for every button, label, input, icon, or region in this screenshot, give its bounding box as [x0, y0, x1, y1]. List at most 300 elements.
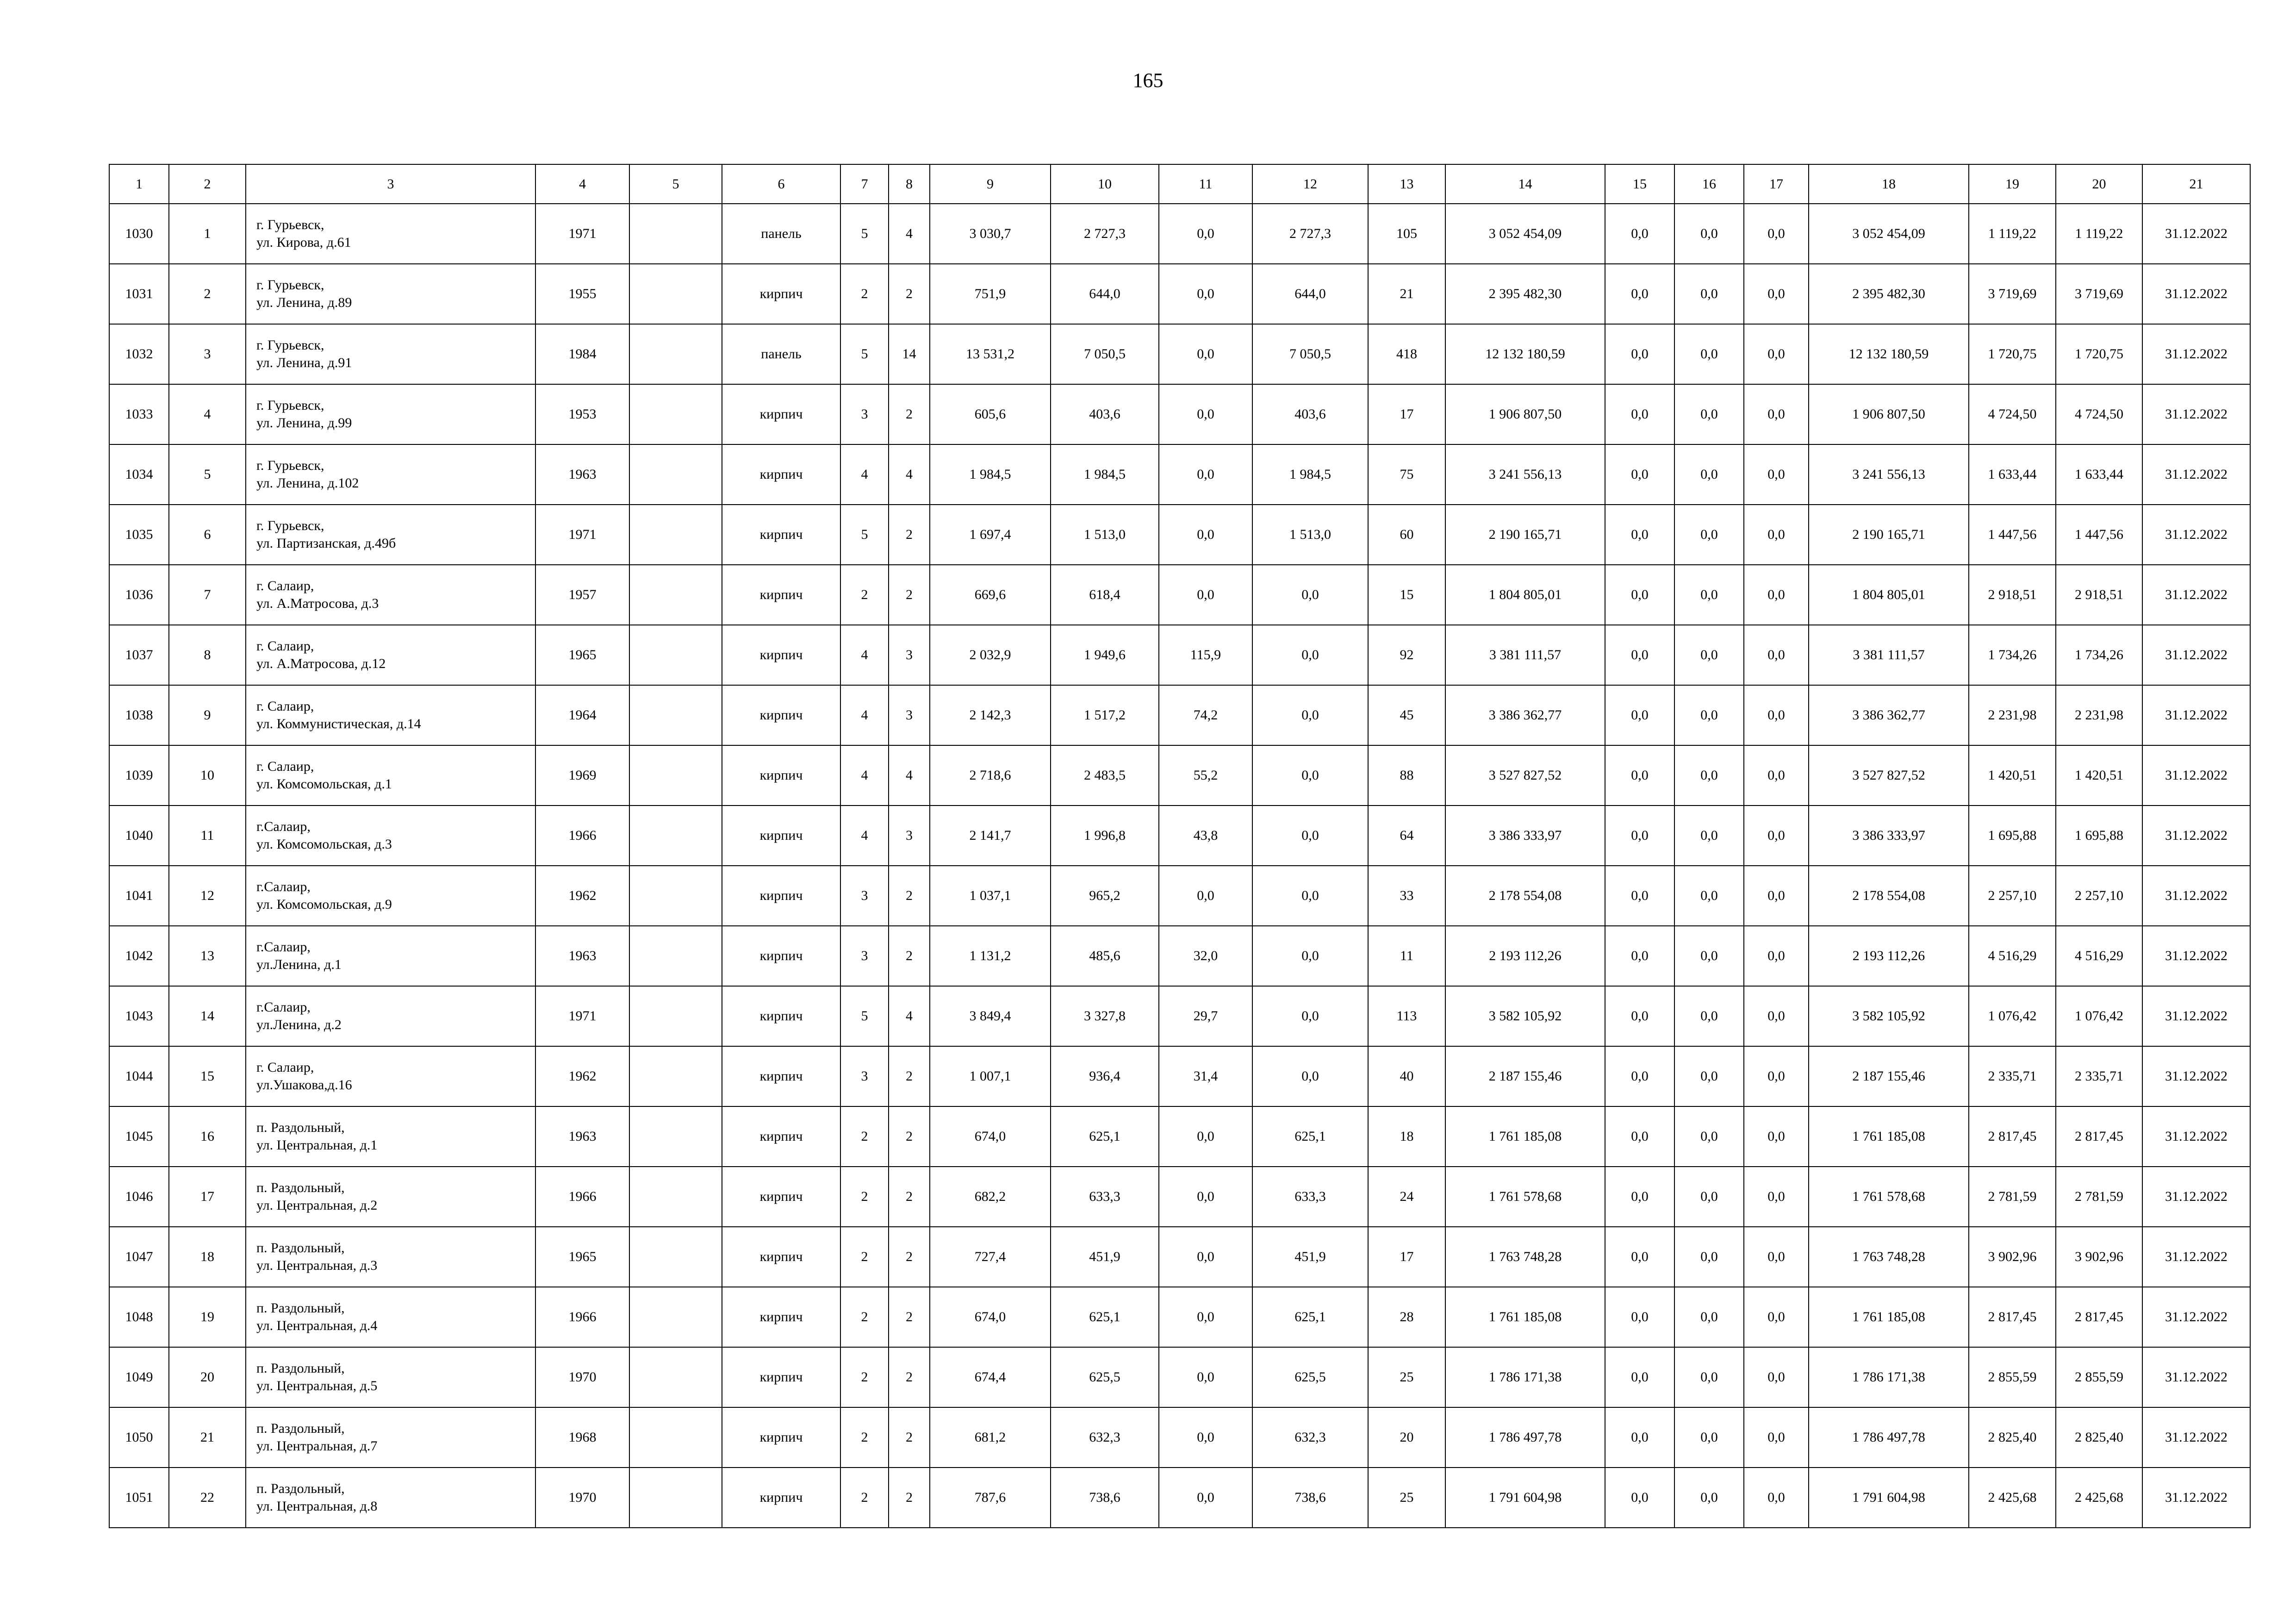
- address-street: ул. Центральная, д.8: [256, 1499, 378, 1514]
- cell-col-17: 0,0: [1744, 1407, 1809, 1468]
- address-street: ул. Центральная, д.7: [256, 1438, 378, 1454]
- cell-col-1: 1030: [109, 204, 169, 264]
- cell-col-21: 31.12.2022: [2142, 1407, 2250, 1468]
- cell-col-12: 632,3: [1252, 1407, 1368, 1468]
- cell-col-5: [629, 204, 722, 264]
- cell-col-20: 2 335,71: [2056, 1046, 2142, 1106]
- cell-col-1: 1037: [109, 625, 169, 685]
- cell-col-18: 3 381 111,57: [1809, 625, 1969, 685]
- cell-col-14: 2 193 112,26: [1445, 926, 1605, 986]
- cell-col-21: 31.12.2022: [2142, 1167, 2250, 1227]
- cell-col-6: кирпич: [722, 806, 840, 866]
- cell-col-11: 0,0: [1159, 324, 1252, 384]
- cell-col-17: 0,0: [1744, 384, 1809, 444]
- cell-col-1: 1038: [109, 685, 169, 745]
- cell-col-14: 1 791 604,98: [1445, 1468, 1605, 1528]
- cell-col-4: 1969: [535, 745, 629, 806]
- cell-col-12: 1 513,0: [1252, 505, 1368, 565]
- cell-col-4: 1968: [535, 1407, 629, 1468]
- cell-col-2: 10: [169, 745, 246, 806]
- cell-col-19: 1 633,44: [1969, 444, 2056, 505]
- cell-col-20: 1 076,42: [2056, 986, 2142, 1046]
- cell-col-18: 1 791 604,98: [1809, 1468, 1969, 1528]
- cell-col-11: 0,0: [1159, 1287, 1252, 1347]
- cell-col-19: 2 781,59: [1969, 1167, 2056, 1227]
- cell-col-14: 1 761 578,68: [1445, 1167, 1605, 1227]
- cell-col-7: 2: [840, 1468, 889, 1528]
- cell-col-7: 3: [840, 384, 889, 444]
- cell-col-10: 625,5: [1051, 1347, 1159, 1407]
- cell-col-9: 787,6: [930, 1468, 1051, 1528]
- cell-col-4: 1966: [535, 806, 629, 866]
- cell-col-1: 1033: [109, 384, 169, 444]
- address-cell: [246, 565, 535, 625]
- table-row: [109, 866, 2250, 926]
- address-street: ул. Партизанская, д.49б: [256, 536, 396, 551]
- cell-col-11: 0,0: [1159, 505, 1252, 565]
- cell-col-11: 74,2: [1159, 685, 1252, 745]
- cell-col-21: 31.12.2022: [2142, 1347, 2250, 1407]
- cell-col-15: 0,0: [1605, 745, 1674, 806]
- cell-col-9: 1 984,5: [930, 444, 1051, 505]
- cell-col-12: 0,0: [1252, 565, 1368, 625]
- cell-col-19: 2 817,45: [1969, 1106, 2056, 1167]
- address-cell: [246, 264, 535, 324]
- address-cell: [246, 1407, 535, 1468]
- cell-col-8: 2: [889, 1106, 930, 1167]
- address-street: ул. Ленина, д.99: [256, 415, 352, 431]
- table-row: [109, 926, 2250, 986]
- cell-col-5: [629, 264, 722, 324]
- cell-col-10: 451,9: [1051, 1227, 1159, 1287]
- table-row: [109, 264, 2250, 324]
- table-row: [109, 986, 2250, 1046]
- cell-col-21: 31.12.2022: [2142, 505, 2250, 565]
- address-street: ул. Кирова, д.61: [256, 235, 351, 250]
- table-row: [109, 384, 2250, 444]
- address-cell: [246, 866, 535, 926]
- cell-col-12: 0,0: [1252, 986, 1368, 1046]
- cell-col-21: 31.12.2022: [2142, 685, 2250, 745]
- cell-col-19: 2 825,40: [1969, 1407, 2056, 1468]
- cell-col-14: 3 386 362,77: [1445, 685, 1605, 745]
- cell-col-5: [629, 1407, 722, 1468]
- address-cell: [246, 1106, 535, 1167]
- cell-col-10: 618,4: [1051, 565, 1159, 625]
- cell-col-15: 0,0: [1605, 384, 1674, 444]
- cell-col-9: 2 032,9: [930, 625, 1051, 685]
- cell-col-20: 1 420,51: [2056, 745, 2142, 806]
- cell-col-8: 2: [889, 1407, 930, 1468]
- cell-col-2: 16: [169, 1106, 246, 1167]
- cell-col-4: 1966: [535, 1287, 629, 1347]
- cell-col-14: 1 906 807,50: [1445, 384, 1605, 444]
- cell-col-19: 1 734,26: [1969, 625, 2056, 685]
- cell-col-19: 1 720,75: [1969, 324, 2056, 384]
- column-number-row: [109, 164, 2250, 204]
- cell-col-9: 674,0: [930, 1106, 1051, 1167]
- cell-col-11: 0,0: [1159, 264, 1252, 324]
- cell-col-4: 1970: [535, 1347, 629, 1407]
- cell-col-19: 2 425,68: [1969, 1468, 2056, 1528]
- cell-col-8: 3: [889, 806, 930, 866]
- cell-col-5: [629, 625, 722, 685]
- cell-col-18: 3 052 454,09: [1809, 204, 1969, 264]
- cell-col-1: 1048: [109, 1287, 169, 1347]
- address-street: ул.Ушакова,д.16: [256, 1077, 352, 1093]
- address-cell: [246, 1167, 535, 1227]
- cell-col-1: 1042: [109, 926, 169, 986]
- cell-col-11: 0,0: [1159, 1347, 1252, 1407]
- cell-col-14: 2 190 165,71: [1445, 505, 1605, 565]
- cell-col-12: 625,5: [1252, 1347, 1368, 1407]
- cell-col-2: 18: [169, 1227, 246, 1287]
- cell-col-14: 3 386 333,97: [1445, 806, 1605, 866]
- table-row: [109, 444, 2250, 505]
- cell-col-13: 105: [1368, 204, 1445, 264]
- cell-col-7: 5: [840, 324, 889, 384]
- cell-col-20: 2 425,68: [2056, 1468, 2142, 1528]
- cell-col-8: 2: [889, 1046, 930, 1106]
- cell-col-12: 0,0: [1252, 625, 1368, 685]
- cell-col-5: [629, 986, 722, 1046]
- column-header-4: 4: [535, 164, 629, 204]
- cell-col-12: 0,0: [1252, 1046, 1368, 1106]
- cell-col-11: 0,0: [1159, 444, 1252, 505]
- cell-col-20: 2 918,51: [2056, 565, 2142, 625]
- cell-col-21: 31.12.2022: [2142, 926, 2250, 986]
- address-street: ул. Коммунистическая, д.14: [256, 716, 421, 731]
- table-row: [109, 204, 2250, 264]
- cell-col-18: 2 178 554,08: [1809, 866, 1969, 926]
- cell-col-19: 2 855,59: [1969, 1347, 2056, 1407]
- cell-col-10: 3 327,8: [1051, 986, 1159, 1046]
- cell-col-21: 31.12.2022: [2142, 204, 2250, 264]
- cell-col-15: 0,0: [1605, 1407, 1674, 1468]
- cell-col-4: 1964: [535, 685, 629, 745]
- cell-col-9: 13 531,2: [930, 324, 1051, 384]
- cell-col-9: 669,6: [930, 565, 1051, 625]
- cell-col-14: 1 786 497,78: [1445, 1407, 1605, 1468]
- cell-col-2: 7: [169, 565, 246, 625]
- column-header-8: 8: [889, 164, 930, 204]
- cell-col-1: 1045: [109, 1106, 169, 1167]
- cell-col-5: [629, 565, 722, 625]
- column-header-11: 11: [1159, 164, 1252, 204]
- cell-col-7: 5: [840, 505, 889, 565]
- cell-col-2: 19: [169, 1287, 246, 1347]
- column-header-2: 2: [169, 164, 246, 204]
- cell-col-9: 727,4: [930, 1227, 1051, 1287]
- cell-col-14: 2 187 155,46: [1445, 1046, 1605, 1106]
- column-header-18: 18: [1809, 164, 1969, 204]
- cell-col-9: 1 037,1: [930, 866, 1051, 926]
- cell-col-2: 15: [169, 1046, 246, 1106]
- address-cell: [246, 986, 535, 1046]
- column-header-19: 19: [1969, 164, 2056, 204]
- address-locality: г. Салаир,: [256, 578, 314, 593]
- address-cell: [246, 384, 535, 444]
- cell-col-13: 11: [1368, 926, 1445, 986]
- cell-col-5: [629, 505, 722, 565]
- table-row: [109, 565, 2250, 625]
- cell-col-14: 3 527 827,52: [1445, 745, 1605, 806]
- cell-col-14: 3 381 111,57: [1445, 625, 1605, 685]
- cell-col-18: 3 582 105,92: [1809, 986, 1969, 1046]
- cell-col-4: 1971: [535, 986, 629, 1046]
- cell-col-14: 1 763 748,28: [1445, 1227, 1605, 1287]
- cell-col-8: 2: [889, 565, 930, 625]
- cell-col-18: 3 386 362,77: [1809, 685, 1969, 745]
- cell-col-17: 0,0: [1744, 745, 1809, 806]
- column-header-3: 3: [246, 164, 535, 204]
- address-locality: п. Раздольный,: [256, 1361, 345, 1376]
- cell-col-12: 0,0: [1252, 806, 1368, 866]
- column-header-15: 15: [1605, 164, 1674, 204]
- cell-col-7: 3: [840, 926, 889, 986]
- address-street: ул. Центральная, д.4: [256, 1318, 378, 1333]
- cell-col-10: 965,2: [1051, 866, 1159, 926]
- cell-col-9: 2 718,6: [930, 745, 1051, 806]
- cell-col-1: 1046: [109, 1167, 169, 1227]
- cell-col-9: 751,9: [930, 264, 1051, 324]
- cell-col-19: 2 231,98: [1969, 685, 2056, 745]
- cell-col-6: кирпич: [722, 264, 840, 324]
- cell-col-6: кирпич: [722, 866, 840, 926]
- cell-col-15: 0,0: [1605, 1227, 1674, 1287]
- cell-col-2: 12: [169, 866, 246, 926]
- cell-col-7: 2: [840, 1106, 889, 1167]
- cell-col-17: 0,0: [1744, 1468, 1809, 1528]
- cell-col-15: 0,0: [1605, 1167, 1674, 1227]
- cell-col-17: 0,0: [1744, 1106, 1809, 1167]
- cell-col-15: 0,0: [1605, 324, 1674, 384]
- cell-col-20: 2 781,59: [2056, 1167, 2142, 1227]
- address-locality: г. Салаир,: [256, 759, 314, 774]
- cell-col-15: 0,0: [1605, 806, 1674, 866]
- cell-col-17: 0,0: [1744, 444, 1809, 505]
- cell-col-9: 682,2: [930, 1167, 1051, 1227]
- cell-col-11: 43,8: [1159, 806, 1252, 866]
- cell-col-16: 0,0: [1674, 685, 1744, 745]
- cell-col-15: 0,0: [1605, 565, 1674, 625]
- cell-col-19: 1 076,42: [1969, 986, 2056, 1046]
- cell-col-15: 0,0: [1605, 1106, 1674, 1167]
- cell-col-17: 0,0: [1744, 926, 1809, 986]
- cell-col-8: 2: [889, 1227, 930, 1287]
- table-row: [109, 1227, 2250, 1287]
- cell-col-13: 40: [1368, 1046, 1445, 1106]
- cell-col-12: 7 050,5: [1252, 324, 1368, 384]
- cell-col-4: 1955: [535, 264, 629, 324]
- address-locality: г.Салаир,: [256, 939, 311, 955]
- cell-col-4: 1957: [535, 565, 629, 625]
- cell-col-5: [629, 1106, 722, 1167]
- cell-col-2: 4: [169, 384, 246, 444]
- cell-col-2: 3: [169, 324, 246, 384]
- cell-col-17: 0,0: [1744, 1046, 1809, 1106]
- cell-col-11: 0,0: [1159, 565, 1252, 625]
- cell-col-5: [629, 1468, 722, 1528]
- cell-col-20: 2 825,40: [2056, 1407, 2142, 1468]
- address-street: ул. Комсомольская, д.3: [256, 837, 392, 852]
- cell-col-19: 2 335,71: [1969, 1046, 2056, 1106]
- cell-col-10: 2 727,3: [1051, 204, 1159, 264]
- cell-col-1: 1041: [109, 866, 169, 926]
- cell-col-4: 1984: [535, 324, 629, 384]
- cell-col-15: 0,0: [1605, 1468, 1674, 1528]
- cell-col-21: 31.12.2022: [2142, 1468, 2250, 1528]
- cell-col-14: 1 786 171,38: [1445, 1347, 1605, 1407]
- cell-col-21: 31.12.2022: [2142, 384, 2250, 444]
- cell-col-2: 14: [169, 986, 246, 1046]
- cell-col-19: 1 119,22: [1969, 204, 2056, 264]
- address-locality: п. Раздольный,: [256, 1120, 345, 1135]
- cell-col-13: 113: [1368, 986, 1445, 1046]
- cell-col-16: 0,0: [1674, 926, 1744, 986]
- cell-col-7: 2: [840, 264, 889, 324]
- cell-col-21: 31.12.2022: [2142, 806, 2250, 866]
- cell-col-10: 644,0: [1051, 264, 1159, 324]
- address-cell: [246, 444, 535, 505]
- cell-col-9: 1 697,4: [930, 505, 1051, 565]
- cell-col-6: кирпич: [722, 745, 840, 806]
- address-cell: [246, 324, 535, 384]
- cell-col-16: 0,0: [1674, 745, 1744, 806]
- cell-col-12: 625,1: [1252, 1106, 1368, 1167]
- cell-col-6: кирпич: [722, 1046, 840, 1106]
- cell-col-9: 1 007,1: [930, 1046, 1051, 1106]
- cell-col-12: 1 984,5: [1252, 444, 1368, 505]
- address-cell: [246, 1046, 535, 1106]
- address-cell: [246, 806, 535, 866]
- address-street: ул. Ленина, д.89: [256, 295, 352, 310]
- cell-col-10: 1 949,6: [1051, 625, 1159, 685]
- cell-col-2: 20: [169, 1347, 246, 1407]
- cell-col-2: 21: [169, 1407, 246, 1468]
- cell-col-2: 8: [169, 625, 246, 685]
- cell-col-8: 2: [889, 866, 930, 926]
- table-row: [109, 1468, 2250, 1528]
- cell-col-19: 3 902,96: [1969, 1227, 2056, 1287]
- cell-col-6: кирпич: [722, 444, 840, 505]
- cell-col-13: 75: [1368, 444, 1445, 505]
- cell-col-20: 2 817,45: [2056, 1106, 2142, 1167]
- cell-col-17: 0,0: [1744, 986, 1809, 1046]
- cell-col-13: 418: [1368, 324, 1445, 384]
- cell-col-21: 31.12.2022: [2142, 444, 2250, 505]
- cell-col-8: 2: [889, 264, 930, 324]
- cell-col-10: 936,4: [1051, 1046, 1159, 1106]
- cell-col-5: [629, 1287, 722, 1347]
- cell-col-17: 0,0: [1744, 1227, 1809, 1287]
- table-row: [109, 1106, 2250, 1167]
- cell-col-20: 1 734,26: [2056, 625, 2142, 685]
- cell-col-15: 0,0: [1605, 685, 1674, 745]
- cell-col-6: кирпич: [722, 1287, 840, 1347]
- cell-col-10: 1 517,2: [1051, 685, 1159, 745]
- cell-col-15: 0,0: [1605, 625, 1674, 685]
- cell-col-16: 0,0: [1674, 204, 1744, 264]
- cell-col-11: 0,0: [1159, 866, 1252, 926]
- buildings-table: [109, 164, 2251, 1528]
- cell-col-5: [629, 324, 722, 384]
- cell-col-21: 31.12.2022: [2142, 1046, 2250, 1106]
- cell-col-7: 2: [840, 1287, 889, 1347]
- cell-col-14: 3 582 105,92: [1445, 986, 1605, 1046]
- cell-col-2: 2: [169, 264, 246, 324]
- column-header-5: 5: [629, 164, 722, 204]
- cell-col-6: кирпич: [722, 1347, 840, 1407]
- cell-col-11: 0,0: [1159, 1468, 1252, 1528]
- cell-col-11: 0,0: [1159, 1167, 1252, 1227]
- cell-col-15: 0,0: [1605, 1347, 1674, 1407]
- address-locality: п. Раздольный,: [256, 1240, 345, 1255]
- cell-col-21: 31.12.2022: [2142, 324, 2250, 384]
- address-locality: п. Раздольный,: [256, 1300, 345, 1316]
- cell-col-9: 605,6: [930, 384, 1051, 444]
- address-street: ул. А.Матросова, д.3: [256, 596, 379, 611]
- address-street: ул. А.Матросова, д.12: [256, 656, 386, 671]
- cell-col-17: 0,0: [1744, 565, 1809, 625]
- table-row: [109, 505, 2250, 565]
- address-cell: [246, 745, 535, 806]
- cell-col-11: 32,0: [1159, 926, 1252, 986]
- cell-col-12: 0,0: [1252, 866, 1368, 926]
- cell-col-2: 1: [169, 204, 246, 264]
- column-header-7: 7: [840, 164, 889, 204]
- cell-col-20: 2 257,10: [2056, 866, 2142, 926]
- cell-col-21: 31.12.2022: [2142, 986, 2250, 1046]
- cell-col-8: 2: [889, 1468, 930, 1528]
- cell-col-16: 0,0: [1674, 1046, 1744, 1106]
- cell-col-7: 2: [840, 1347, 889, 1407]
- cell-col-5: [629, 444, 722, 505]
- cell-col-10: 485,6: [1051, 926, 1159, 986]
- cell-col-19: 2 918,51: [1969, 565, 2056, 625]
- cell-col-21: 31.12.2022: [2142, 264, 2250, 324]
- cell-col-20: 1 695,88: [2056, 806, 2142, 866]
- cell-col-8: 2: [889, 505, 930, 565]
- cell-col-4: 1963: [535, 926, 629, 986]
- cell-col-11: 0,0: [1159, 204, 1252, 264]
- cell-col-17: 0,0: [1744, 806, 1809, 866]
- cell-col-19: 4 724,50: [1969, 384, 2056, 444]
- cell-col-13: 20: [1368, 1407, 1445, 1468]
- cell-col-10: 1 513,0: [1051, 505, 1159, 565]
- address-cell: [246, 204, 535, 264]
- cell-col-20: 4 724,50: [2056, 384, 2142, 444]
- cell-col-12: 0,0: [1252, 745, 1368, 806]
- cell-col-6: панель: [722, 204, 840, 264]
- address-cell: [246, 505, 535, 565]
- cell-col-6: кирпич: [722, 565, 840, 625]
- cell-col-13: 24: [1368, 1167, 1445, 1227]
- cell-col-4: 1953: [535, 384, 629, 444]
- cell-col-11: 29,7: [1159, 986, 1252, 1046]
- cell-col-13: 28: [1368, 1287, 1445, 1347]
- cell-col-14: 1 761 185,08: [1445, 1287, 1605, 1347]
- address-street: ул.Ленина, д.1: [256, 957, 342, 972]
- cell-col-2: 6: [169, 505, 246, 565]
- cell-col-15: 0,0: [1605, 926, 1674, 986]
- column-header-14: 14: [1445, 164, 1605, 204]
- table-row: [109, 745, 2250, 806]
- cell-col-6: кирпич: [722, 986, 840, 1046]
- cell-col-1: 1039: [109, 745, 169, 806]
- address-locality: г. Салаир,: [256, 638, 314, 654]
- cell-col-21: 31.12.2022: [2142, 1106, 2250, 1167]
